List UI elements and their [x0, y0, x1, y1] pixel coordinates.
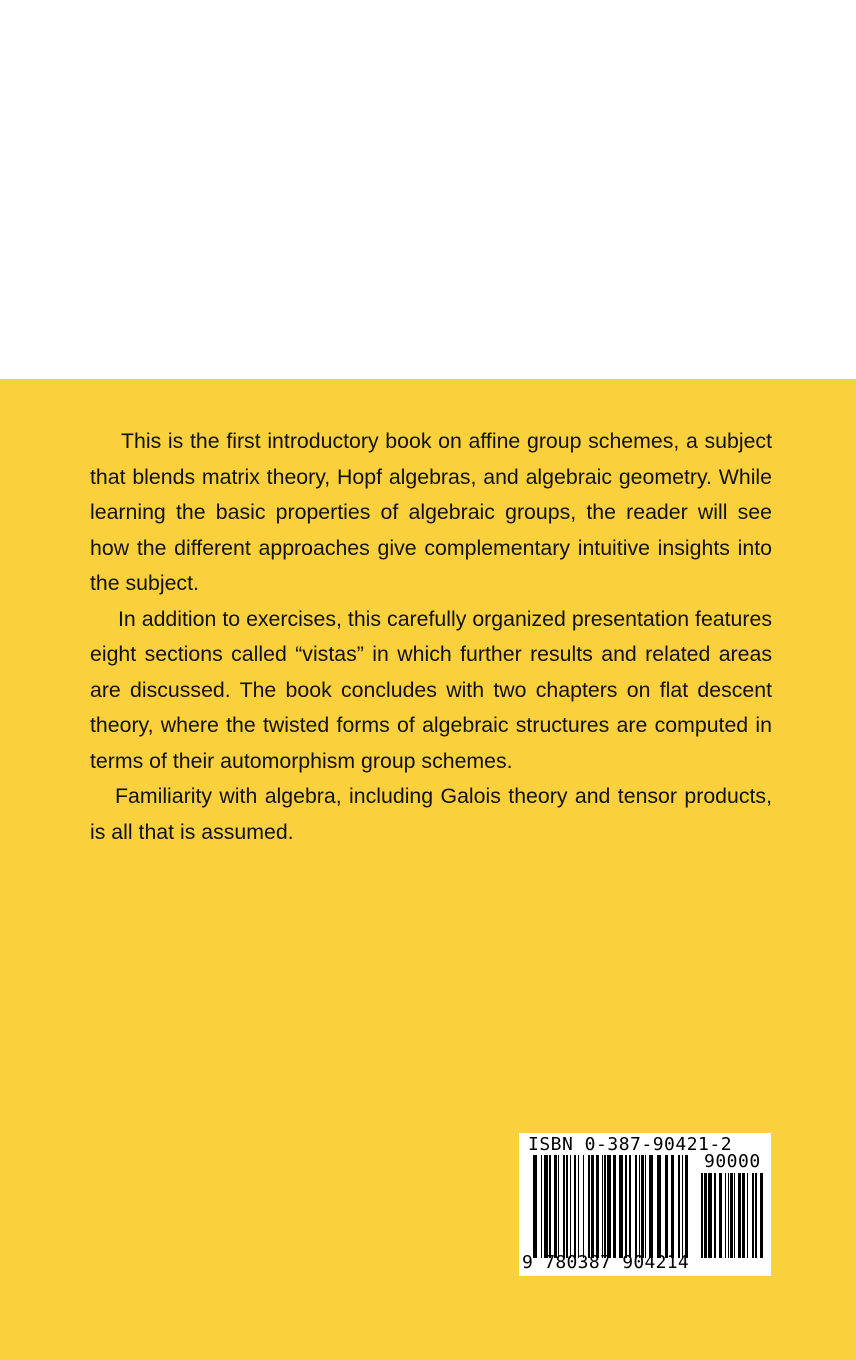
isbn-number: ISBN 0-387-90421-2: [528, 1134, 733, 1155]
barcode-bar: [639, 1155, 640, 1258]
barcode-bar: [701, 1173, 703, 1258]
blurb-paragraph-2: In addition to exercises, this carefully organized presentation features eight sections called “vistas” in which further results and related areas are discussed. The book concludes with two chapters on flat descent theory, where the twisted forms of algebraic structures are computed in terms of their automorphism group schemes.: [90, 606, 772, 773]
barcode-bar: [566, 1155, 568, 1258]
barcode-bar: [544, 1155, 548, 1258]
barcode-bar: [570, 1155, 571, 1258]
barcode-bar: [678, 1155, 680, 1258]
barcode-bar: [629, 1155, 631, 1258]
barcode-bar: [649, 1155, 653, 1258]
barcode-bar: [602, 1155, 603, 1258]
barcode-bar: [738, 1173, 741, 1258]
barcode-bar: [625, 1155, 627, 1258]
barcode-bar: [747, 1173, 748, 1258]
price-add-on-code: 90000: [704, 1151, 761, 1172]
barcode-bar: [719, 1173, 722, 1258]
barcode-bar: [657, 1155, 661, 1258]
barcode-bar: [549, 1155, 551, 1258]
barcode-bar: [588, 1155, 590, 1258]
barcode-bar: [583, 1155, 584, 1258]
barcode-bar: [760, 1173, 763, 1258]
barcode-bar: [725, 1173, 726, 1258]
barcode-bar: [728, 1173, 729, 1258]
barcode-bar: [541, 1155, 542, 1258]
barcode-bar: [752, 1173, 754, 1258]
isbn-barcode-label: [519, 1133, 771, 1276]
barcode-bar: [613, 1155, 616, 1258]
barcode-bar: [574, 1155, 576, 1258]
barcode-bar: [742, 1173, 745, 1258]
barcode-bar: [714, 1173, 716, 1258]
barcode-bar: [685, 1155, 688, 1258]
barcode-bar: [533, 1155, 537, 1258]
barcode-bar: [596, 1155, 599, 1258]
barcode-bar: [554, 1155, 557, 1258]
barcode-bar: [704, 1173, 707, 1258]
ean-digits: 9 780387 904214: [522, 1252, 690, 1273]
barcode-bar: [604, 1155, 606, 1258]
barcode-bar: [578, 1155, 579, 1258]
barcode-bar: [607, 1155, 611, 1258]
barcode-bar: [563, 1155, 565, 1258]
blurb-paragraph-3: Familiarity with algebra, including Galois theory and tensor products, is all that is assumed.: [90, 784, 772, 844]
barcode-bar: [591, 1155, 594, 1258]
barcode-bar: [734, 1173, 735, 1258]
barcode-bar: [682, 1155, 683, 1258]
barcode-bar: [671, 1155, 674, 1258]
barcode-bar: [635, 1155, 637, 1258]
barcode-bar: [619, 1155, 623, 1258]
top-blank-area: [0, 0, 856, 379]
barcode-bar: [708, 1173, 712, 1258]
barcode-bar: [558, 1155, 559, 1258]
barcode-bar: [730, 1173, 733, 1258]
barcode-bar: [641, 1155, 644, 1258]
barcode-bar: [645, 1155, 646, 1258]
back-cover-blurb: [90, 424, 772, 850]
blurb-paragraph-1: This is the first introductory book on affine group schemes, a subject that blends matrix theory, Hopf algebras, and algebraic geometry. While learning the basic properties of algebraic groups, the reader will see how the different approaches give complementary intuitive insights into the subject.: [90, 429, 772, 595]
barcode-bar: [755, 1173, 757, 1258]
barcode-bar: [665, 1155, 668, 1258]
